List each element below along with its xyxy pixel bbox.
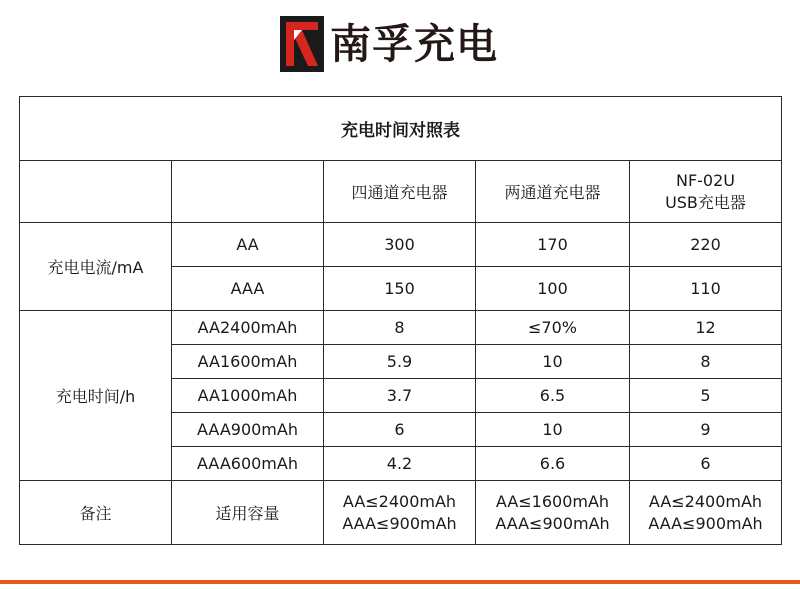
table-row — [20, 223, 782, 267]
two-channel-value: ≤70% — [476, 311, 630, 345]
battery-type-cell: AA2400mAh — [172, 311, 324, 345]
table-title: 充电时间对照表 — [20, 97, 782, 161]
battery-type-cell: AAA — [172, 267, 324, 311]
brand-logo-text: 南孚充电 — [330, 20, 498, 68]
group-label-current: 充电电流/mA — [20, 223, 172, 311]
table-row — [20, 311, 782, 345]
two-channel-value: 10 — [476, 413, 630, 447]
capacity-aaa: AAA≤900mAh — [342, 513, 457, 533]
notes-label: 备注 — [20, 481, 172, 545]
bottom-accent-bar — [0, 580, 800, 584]
battery-type-cell: AA — [172, 223, 324, 267]
four-channel-capacity — [324, 481, 476, 545]
capacity-aa: AA≤2400mAh — [648, 491, 763, 511]
two-channel-value: 100 — [476, 267, 630, 311]
column-header-two-channel: 两通道充电器 — [476, 161, 630, 223]
table-row-notes — [20, 481, 782, 545]
four-channel-value: 150 — [324, 267, 476, 311]
capacity-aa: AA≤1600mAh — [495, 491, 610, 511]
usb-charger-value: 6 — [630, 447, 782, 481]
usb-model-label: NF-02U — [675, 170, 735, 190]
header-blank-cell — [172, 161, 324, 223]
battery-type-cell: AA1000mAh — [172, 379, 324, 413]
usb-charger-value: 220 — [630, 223, 782, 267]
capacity-label: 适用容量 — [172, 481, 324, 545]
four-channel-value: 6 — [324, 413, 476, 447]
battery-type-cell: AA1600mAh — [172, 345, 324, 379]
brand-logo — [280, 14, 520, 74]
battery-type-cell: AAA900mAh — [172, 413, 324, 447]
usb-charger-value: 12 — [630, 311, 782, 345]
two-channel-value: 10 — [476, 345, 630, 379]
four-channel-value: 4.2 — [324, 447, 476, 481]
four-channel-value: 3.7 — [324, 379, 476, 413]
group-label-time: 充电时间/h — [20, 311, 172, 481]
column-header-four-channel: 四通道充电器 — [324, 161, 476, 223]
capacity-aaa: AAA≤900mAh — [648, 513, 763, 533]
two-channel-value: 170 — [476, 223, 630, 267]
usb-charger-value: 110 — [630, 267, 782, 311]
four-channel-value: 300 — [324, 223, 476, 267]
column-header-usb-charger — [630, 161, 782, 223]
nanfu-logo-icon — [280, 16, 324, 72]
four-channel-value: 8 — [324, 311, 476, 345]
four-channel-value: 5.9 — [324, 345, 476, 379]
header-blank-cell — [20, 161, 172, 223]
battery-type-cell: AAA600mAh — [172, 447, 324, 481]
usb-charger-value: 5 — [630, 379, 782, 413]
two-channel-value: 6.6 — [476, 447, 630, 481]
two-channel-value: 6.5 — [476, 379, 630, 413]
usb-charger-capacity — [630, 481, 782, 545]
usb-charger-value: 8 — [630, 345, 782, 379]
charging-time-table — [19, 96, 782, 545]
two-channel-capacity — [476, 481, 630, 545]
usb-charger-label: USB充电器 — [665, 192, 746, 212]
capacity-aaa: AAA≤900mAh — [495, 513, 610, 533]
usb-charger-value: 9 — [630, 413, 782, 447]
table-header-row — [20, 161, 782, 223]
capacity-aa: AA≤2400mAh — [342, 491, 457, 511]
